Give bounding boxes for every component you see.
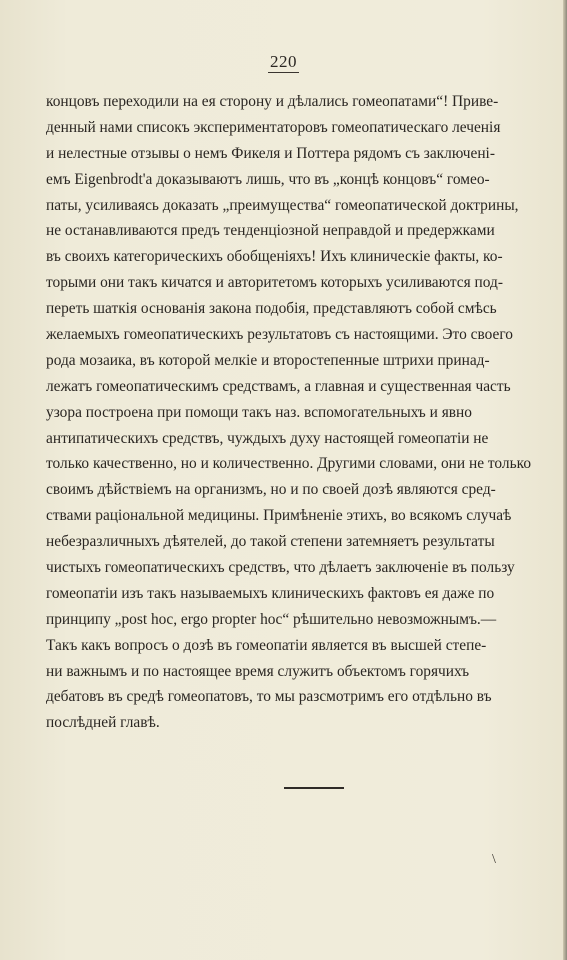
section-divider [284, 787, 344, 789]
text-line: переть шаткія основанія закона подобія, представляютъ собой смѣсь [46, 300, 497, 318]
text-line: узора построена при помощи такъ наз. вспомогательныхъ и явно [46, 403, 472, 421]
printer-mark: \ [492, 852, 496, 867]
text-line: гомеопатіи изъ такъ называемыхъ клиническихъ фактовъ ея даже по [46, 584, 495, 602]
text-line: Такъ какъ вопросъ о дозѣ въ гомеопатіи является въ высшей степе- [46, 636, 487, 654]
text-line: дебатовъ въ средѣ гомеопатовъ, то мы разсмотримъ его отдѣльно въ [46, 688, 492, 706]
text-line: ствами раціональной медицины. Примѣненіе этихъ, во всякомъ случаѣ [46, 507, 512, 525]
text-line: только качественно, но и количественно. Другими словами, они не только [46, 455, 532, 473]
text-line: своимъ дѣйствіемъ на организмъ, но и по своей дозѣ являются сред- [46, 481, 496, 499]
body-text [46, 89, 567, 736]
text-line: паты, усиливаясь доказать „преимущества“ гомеопатической доктрины, [46, 196, 519, 214]
text-line: не останавливаются предъ тенденціозной неправдой и пpедержками [46, 222, 495, 240]
text-line: небезразличныхъ дѣятелей, до такой степени затемняетъ результаты [46, 533, 495, 551]
text-line: концовъ переходили на ея сторону и дѣлались гомеопатами“! Приве- [46, 93, 499, 110]
text-line: принципу „post hoc, ergo propter hoc“ рѣшительно невозможнымъ.— [46, 610, 497, 628]
text-line: ни важнымъ и по настоящее время служитъ объектомъ горячихъ [46, 662, 470, 680]
text-line: емъ Eigenbrodt'а доказываютъ лишь, что въ „концѣ концовъ“ гомео- [46, 170, 490, 188]
text-line: торыми они такъ кичатся и авторитетомъ которыхъ усиливаются под- [46, 274, 503, 292]
text-line: рода мозаика, въ которой мелкіе и второстепенные штрихи принад- [46, 351, 490, 369]
text-line: желаемыхъ гомеопатическихъ результатовъ съ настоящими. Это своего [46, 326, 513, 344]
text-line: чистыхъ гомеопатическихъ средствъ, что дѣлаетъ заключеніе въ пользу [46, 559, 515, 577]
text-line: и нелестные отзывы о немъ Фикеля и Поттера рядомъ съ заключені- [46, 144, 495, 162]
text-line: лежатъ гомеопатическимъ средствамъ, а главная и существенная часть [46, 377, 511, 395]
page-number: 220 [270, 52, 297, 71]
text-line: въ своихъ категорическихъ обобщеніяхъ! Ихъ клиническіе факты, ко- [46, 248, 503, 266]
text-line: послѣдней главѣ. [46, 714, 160, 732]
text-line: антипатическихъ средствъ, чуждыхъ духу настоящей гомеопатіи не [46, 429, 489, 447]
text-line: денный нами списокъ экспериментаторовъ гомеопатическаго леченія [46, 118, 501, 136]
page-edge [563, 0, 567, 960]
